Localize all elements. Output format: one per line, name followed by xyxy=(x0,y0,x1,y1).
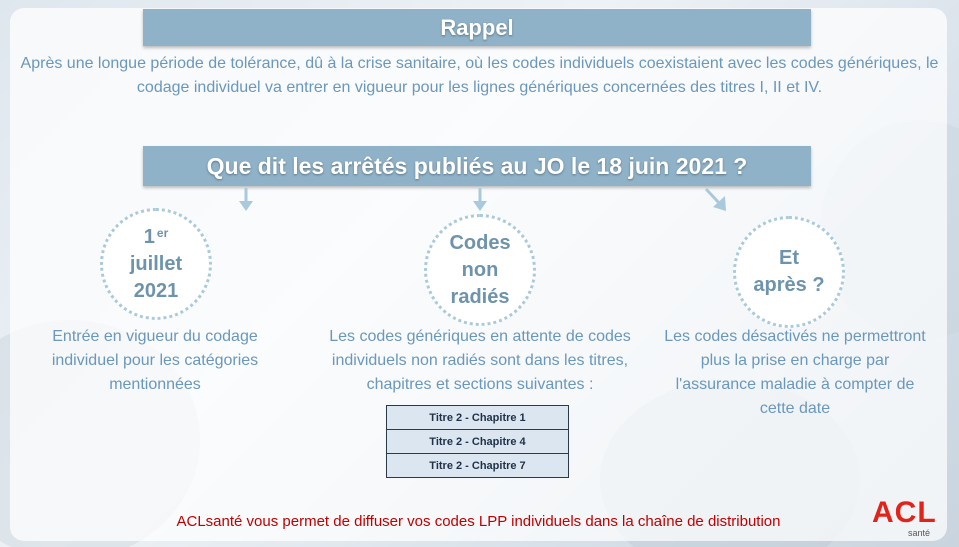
codes-circle-line3: radiés xyxy=(450,285,510,308)
table-row xyxy=(387,430,569,454)
codes-circle-line2: non xyxy=(461,258,499,281)
date-circle-line2: juillet xyxy=(129,252,183,275)
footer-text: ACLsanté vous permet de diffuser vos codes LPP individuels dans la chaîne de distribution xyxy=(176,513,781,530)
table-row xyxy=(387,406,569,430)
after-description: Les codes désactivés ne permettront plus la prise en charge par l'assurance maladie à compter de cette date xyxy=(664,328,926,417)
arrow-down-icon xyxy=(470,186,490,212)
table-cell: Titre 2 - Chapitre 4 xyxy=(387,430,569,454)
arrow-left-icon xyxy=(236,186,256,212)
question-banner: Que dit les arrêtés publiés au JO le 18 juin 2021 ? xyxy=(143,146,811,186)
after-circle xyxy=(733,216,845,328)
arrow-right-icon xyxy=(702,186,730,214)
date-circle-line1: 1 $^{er}$ xyxy=(143,225,169,248)
date-description: Entrée en vigueur du codage individuel pour les catégories mentionnées xyxy=(51,328,259,393)
codes-circle xyxy=(424,214,536,326)
intro-paragraph: Après une longue période de tolérance, dû à la crise sanitaire, où les codes individuels coexistaient avec les codes génériques, le codage individuel va entrer en vigueur pour les lignes génériques concernées des titres I, II et IV. xyxy=(20,55,939,96)
after-circle-line1: Et xyxy=(779,247,799,269)
chapters-table xyxy=(386,405,569,478)
codes-description: Les codes génériques en attente de codes individuels non radiés sont dans les titres, chapitres et sections suivantes : xyxy=(329,328,631,393)
table-row xyxy=(387,454,569,478)
after-circle-line2: après ? xyxy=(753,274,825,296)
date-circle xyxy=(100,208,212,320)
codes-circle-line1: Codes xyxy=(449,231,511,254)
rappel-banner: Rappel xyxy=(143,9,811,46)
date-circle-line3: 2021 xyxy=(133,279,179,302)
acl-sante-logo xyxy=(872,496,937,538)
table-cell: Titre 2 - Chapitre 7 xyxy=(387,454,569,478)
logo-brand: ACL xyxy=(872,496,937,529)
logo-subtitle: santé xyxy=(907,528,930,538)
table-cell: Titre 2 - Chapitre 1 xyxy=(387,406,569,430)
